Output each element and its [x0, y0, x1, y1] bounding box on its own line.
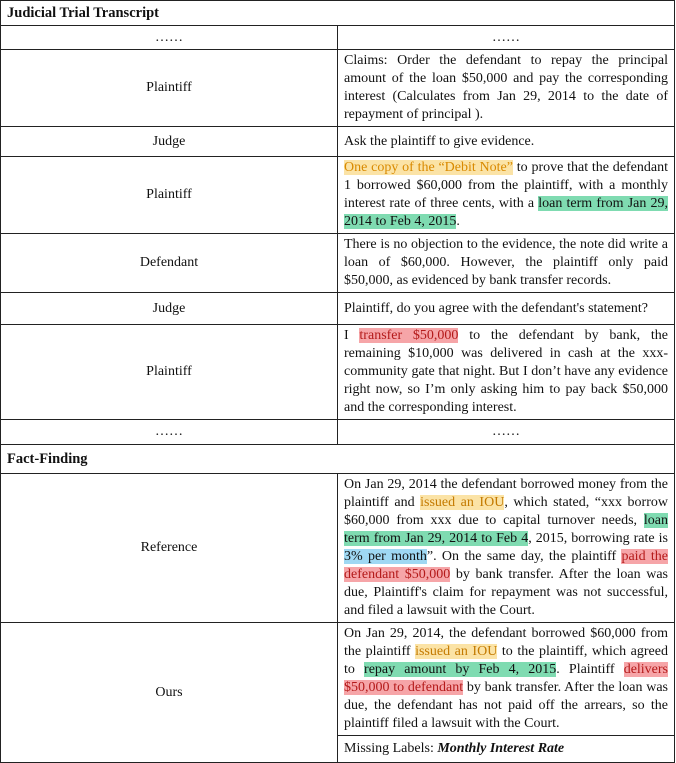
- row-text: Claims: Order the defendant to repay the principal amount of the loan $50,000 and pay the corresponding interest (Calculates from Jan 29, 2014 to the date of repayment of principal ).: [338, 50, 675, 127]
- row-speaker: Plaintiff: [1, 50, 338, 127]
- text-segment: , which stated, “xxx borrow $60,000 from xxx due to capital turnover needs,: [344, 495, 668, 528]
- highlight-iou: issued an IOU: [420, 495, 505, 510]
- row-text: There is no objection to the evidence, the note did write a loan of $60,000. However, the plaintiff only paid $50,000, as evidenced by bank transfer records.: [338, 234, 675, 293]
- ellipsis-content: ……: [338, 26, 675, 50]
- text-segment: to the plaintiff, which agreed to: [344, 644, 668, 677]
- row-text: [338, 157, 675, 234]
- row-speaker: Plaintiff: [1, 157, 338, 234]
- row-speaker: Defendant: [1, 234, 338, 293]
- row-text: Ask the plaintiff to give evidence.: [338, 127, 675, 157]
- ours-text: [338, 623, 675, 736]
- text-segment: I: [344, 328, 360, 343]
- text-segment: , 2015, borrowing rate is: [528, 531, 668, 546]
- missing-labels-value: Monthly Interest Rate: [437, 741, 565, 756]
- text-segment: by bank transfer. After the loan was due, Plaintiff's claim for repayment was not successful, and filed a lawsuit with the Court.: [344, 567, 668, 618]
- text-segment: On Jan 29, 2014, the defendant borrowed $60,000 from the plaintiff: [344, 626, 668, 659]
- highlight-paid: paid the defendant $50,000: [344, 549, 668, 582]
- highlight-loan-term: loan term from Jan 29, 2014 to Feb 4: [344, 513, 668, 546]
- highlight-repay: repay amount by Feb 4, 2015: [364, 662, 557, 677]
- highlight-loan-term: loan term from Jan 29, 2014 to Feb 4, 2015: [344, 196, 669, 229]
- row-speaker: Plaintiff: [1, 325, 338, 420]
- ellipsis-content: ……: [338, 420, 675, 445]
- ellipsis-speaker: ……: [1, 26, 338, 50]
- row-speaker: Judge: [1, 293, 338, 325]
- row-text: [338, 325, 675, 420]
- row-speaker: Judge: [1, 127, 338, 157]
- row-text: Plaintiff, do you agree with the defendant's statement?: [338, 293, 675, 325]
- text-segment: .: [456, 214, 460, 229]
- text-segment: by bank transfer. After the loan was due, the defendant has not paid off the arrears, so the plaintiff filed a lawsuit with the Court.: [344, 680, 668, 731]
- highlight-transfer: transfer $50,000: [359, 328, 459, 343]
- highlight-iou: issued an IOU: [415, 644, 498, 659]
- reference-text: [338, 474, 675, 623]
- highlight-rate: 3% per month: [344, 549, 427, 564]
- text-segment: to prove that the defendant 1 borrowed $60,000 from the plaintiff, with a monthly interest rate of three cents, with a: [344, 160, 668, 211]
- highlight-delivers: delivers $50,000 to defendant: [344, 662, 669, 695]
- text-segment: . Plaintiff: [556, 662, 624, 677]
- reference-label: Reference: [1, 474, 338, 623]
- missing-labels-prefix: Missing Labels:: [344, 741, 438, 756]
- highlight-debit-note: One copy of the “Debit Note”: [344, 160, 513, 175]
- missing-labels: [338, 736, 675, 763]
- fact-finding-title: Fact-Finding: [1, 445, 675, 474]
- transcript-title: Judicial Trial Transcript: [1, 1, 675, 26]
- text-segment: ”. On the same day, the plaintiff: [426, 549, 622, 564]
- text-segment: to the defendant by bank, the remaining $10,000 was delivered in cash at the xxx-community gate that night. But I don’t have any evidence right now, so I’m only asking him to pay back $50,000 and the corresponding interest.: [344, 328, 668, 415]
- ellipsis-speaker: ……: [1, 420, 338, 445]
- ours-label: Ours: [1, 623, 338, 763]
- text-segment: On Jan 29, 2014 the defendant borrowed money from the plaintiff and: [344, 477, 668, 510]
